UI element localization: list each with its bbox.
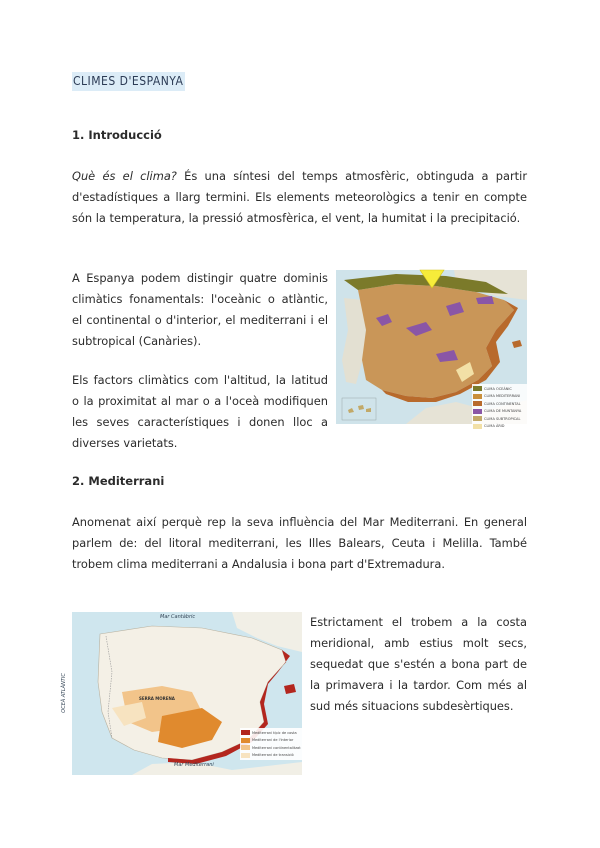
mediterranean-legend-swatch [241,730,250,735]
paragraph-mediterrani: Anomenat així perquè rep la seva influència del Mar Mediterrani. En general parlem de: del litoral mediterrani, les Illes Balears, Ceuta i Melilla. També trobem clima mediterrani a Andalusia i bona part d'Extremadura. [72,515,527,571]
mediterranean-legend-swatch [241,753,250,758]
region-label-serra-morena: SERRA MORENA [139,696,175,701]
mediterranean-legend-label: Mediterrani de transició [252,753,294,758]
climate-domains-legend-swatch [473,416,482,421]
mediterranean-climate-legend [240,728,302,760]
climate-domains-legend-label: CLIMA MEDITERRANI [484,394,521,399]
climate-domains-legend-label: CLIMA DE MUNTANYA [484,409,522,414]
paragraph-costa-meridional: Estrictament el trobem a la costa meridional, amb estius molt secs, sequedat que s'estén a bona part de la primavera i la tardor. Com més al sud més situacions subdesèrtiques. [310,615,527,713]
mediterranean-legend-item [241,744,301,752]
climate-domains-legend-item [473,408,527,416]
climate-domains-map [336,270,527,429]
mediterranean-climate-map [60,612,302,775]
climate-domains-legend-label: CLIMA ÀRID [484,424,505,429]
climate-domains-legend-item [473,415,527,423]
climate-domains-legend-swatch [473,394,482,399]
page-title: CLIMES D'ESPANYA [72,72,185,91]
sea-label-mediterrani: Mar Mediterrani [174,762,214,768]
climate-domains-legend-item [473,385,527,393]
paragraph-intro-text: És una síntesi del temps atmosfèric, obtinguda a partir d'estadístiques a llarg termini. Els elements meteorològics a tenir en compte són la temperatura, la pressió atmosfèrica, el vent, la humitat i la precipitació. [72,169,528,225]
climate-domains-legend [472,384,528,431]
mediterranean-legend-swatch [241,738,250,743]
climate-domains-legend-swatch [473,409,482,414]
climate-domains-legend-swatch [473,401,482,406]
climate-domains-legend-swatch [473,424,482,429]
mediterranean-legend-item [241,729,301,737]
question-text: Què és el clima? [72,169,177,183]
section-heading-mediterrani: 2. Mediterrani [72,474,165,488]
mediterranean-legend-label: Mediterrani de l'interior [252,738,294,743]
mediterranean-legend-swatch [241,745,250,750]
mediterranean-legend-label: Mediterrani continentalitzat [252,745,301,750]
mediterranean-legend-label: Mediterrani típic de costa [252,730,297,735]
climate-domains-legend-item [473,423,527,431]
climate-domains-legend-label: CLIMA OCEÀNIC [484,386,512,391]
sea-label-cantabric: Mar Cantàbric [160,614,196,620]
climate-domains-legend-swatch [473,386,482,391]
climate-domains-legend-label: CLIMA CONTINENTAL [484,401,521,406]
sea-label-atlantic: OCEÀ ATLÀNTIC [60,673,67,713]
paragraph-factors: Els factors climàtics com l'altitud, la latitud o la proximitat al mar o a l'oceà modifiquen les seves característiques i donen lloc a diverses varietats. [72,373,328,450]
climate-domains-legend-label: CLIMA SUBTROPICAL [484,416,521,421]
climate-domains-legend-item [473,400,527,408]
climate-domains-legend-item [473,393,527,401]
paragraph-intro [72,166,527,229]
paragraph-dominis: A Espanya podem distingir quatre dominis climàtics fonamentals: l'oceànic o atlàntic, el continental o d'interior, el mediterrani i el subtropical (Canàries). [72,271,328,348]
mediterranean-legend-item [241,737,301,745]
section-heading-introduccio: 1. Introducció [72,128,162,142]
mediterranean-legend-item [241,752,301,760]
